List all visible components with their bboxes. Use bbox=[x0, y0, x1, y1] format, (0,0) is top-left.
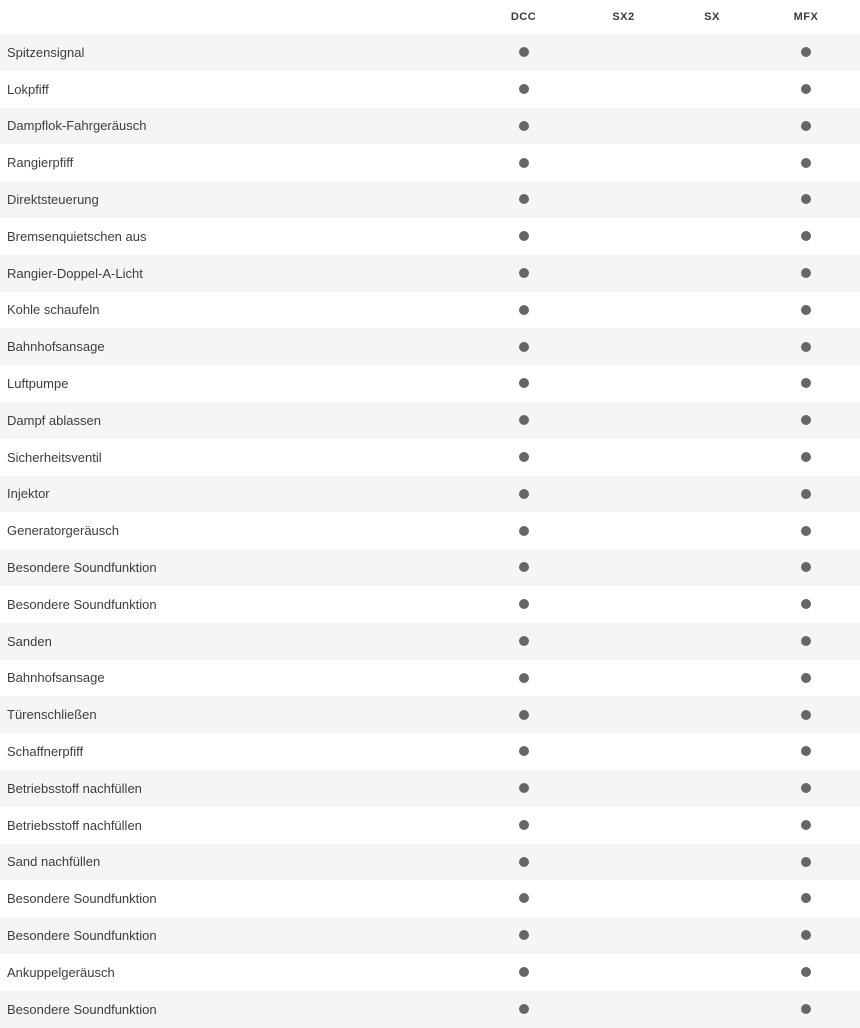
function-label: Dampf ablassen bbox=[0, 402, 472, 439]
cell-sx bbox=[672, 108, 752, 145]
cell-dcc bbox=[472, 144, 575, 181]
cell-sx2 bbox=[575, 108, 672, 145]
cell-sx bbox=[672, 255, 752, 292]
cell-dcc bbox=[472, 108, 575, 145]
cell-dcc bbox=[472, 512, 575, 549]
supported-dot-icon bbox=[519, 930, 529, 940]
function-label: Luftpumpe bbox=[0, 365, 472, 402]
table-row bbox=[0, 476, 860, 513]
cell-sx2 bbox=[575, 586, 672, 623]
cell-sx bbox=[672, 844, 752, 881]
cell-mfx bbox=[752, 733, 860, 770]
supported-dot-icon bbox=[519, 636, 529, 646]
table-row bbox=[0, 144, 860, 181]
cell-mfx bbox=[752, 218, 860, 255]
cell-mfx bbox=[752, 586, 860, 623]
cell-dcc bbox=[472, 844, 575, 881]
cell-mfx bbox=[752, 144, 860, 181]
supported-dot-icon bbox=[519, 967, 529, 977]
header-dcc: DCC bbox=[510, 11, 537, 23]
cell-dcc bbox=[472, 255, 575, 292]
cell-dcc bbox=[472, 696, 575, 733]
cell-sx bbox=[672, 476, 752, 513]
supported-dot-icon bbox=[519, 857, 529, 867]
supported-dot-icon bbox=[519, 47, 529, 57]
cell-sx bbox=[672, 696, 752, 733]
cell-sx bbox=[672, 402, 752, 439]
cell-mfx bbox=[752, 917, 860, 954]
supported-dot-icon bbox=[801, 121, 811, 131]
supported-dot-icon bbox=[801, 47, 811, 57]
cell-sx bbox=[672, 439, 752, 476]
cell-dcc bbox=[472, 218, 575, 255]
function-label: Betriebsstoff nachfüllen bbox=[0, 770, 472, 807]
cell-mfx bbox=[752, 844, 860, 881]
supported-dot-icon bbox=[519, 121, 529, 131]
supported-dot-icon bbox=[801, 893, 811, 903]
table-row bbox=[0, 71, 860, 108]
supported-dot-icon bbox=[801, 158, 811, 168]
cell-sx2 bbox=[575, 402, 672, 439]
cell-dcc bbox=[472, 623, 575, 660]
supported-dot-icon bbox=[519, 158, 529, 168]
cell-sx bbox=[672, 549, 752, 586]
cell-sx bbox=[672, 292, 752, 329]
cell-dcc bbox=[472, 660, 575, 697]
supported-dot-icon bbox=[519, 378, 529, 388]
supported-dot-icon bbox=[519, 673, 529, 683]
supported-dot-icon bbox=[519, 599, 529, 609]
function-label: Generatorgeräusch bbox=[0, 512, 472, 549]
cell-mfx bbox=[752, 255, 860, 292]
cell-dcc bbox=[472, 476, 575, 513]
header-feature bbox=[0, 0, 472, 34]
cell-sx bbox=[672, 733, 752, 770]
table-row bbox=[0, 623, 860, 660]
cell-dcc bbox=[472, 586, 575, 623]
supported-dot-icon bbox=[801, 378, 811, 388]
cell-sx bbox=[672, 623, 752, 660]
function-label: Bahnhofsansage bbox=[0, 660, 472, 697]
cell-sx2 bbox=[575, 512, 672, 549]
cell-sx2 bbox=[575, 954, 672, 991]
cell-sx2 bbox=[575, 292, 672, 329]
cell-sx2 bbox=[575, 365, 672, 402]
cell-sx2 bbox=[575, 71, 672, 108]
function-label: Bahnhofsansage bbox=[0, 328, 472, 365]
function-label: Dampflok-Fahrgeräusch bbox=[0, 108, 472, 145]
cell-mfx bbox=[752, 770, 860, 807]
cell-sx bbox=[672, 71, 752, 108]
cell-sx bbox=[672, 181, 752, 218]
cell-sx2 bbox=[575, 696, 672, 733]
supported-dot-icon bbox=[519, 562, 529, 572]
cell-mfx bbox=[752, 991, 860, 1028]
function-label: Spitzensignal bbox=[0, 34, 472, 71]
table-row bbox=[0, 807, 860, 844]
supported-dot-icon bbox=[519, 231, 529, 241]
supported-dot-icon bbox=[519, 84, 529, 94]
table-row bbox=[0, 439, 860, 476]
table-row bbox=[0, 660, 860, 697]
cell-mfx bbox=[752, 71, 860, 108]
cell-sx2 bbox=[575, 144, 672, 181]
cell-mfx bbox=[752, 696, 860, 733]
table-row bbox=[0, 917, 860, 954]
function-label: Besondere Soundfunktion bbox=[0, 991, 472, 1028]
table-row bbox=[0, 402, 860, 439]
supported-dot-icon bbox=[519, 893, 529, 903]
cell-mfx bbox=[752, 34, 860, 71]
function-label: Ankuppelgeräusch bbox=[0, 954, 472, 991]
table-row bbox=[0, 954, 860, 991]
table-row bbox=[0, 770, 860, 807]
cell-mfx bbox=[752, 807, 860, 844]
function-label: Direktsteuerung bbox=[0, 181, 472, 218]
table-header-row bbox=[0, 0, 860, 34]
cell-mfx bbox=[752, 512, 860, 549]
cell-sx bbox=[672, 807, 752, 844]
cell-sx2 bbox=[575, 328, 672, 365]
cell-sx2 bbox=[575, 549, 672, 586]
cell-dcc bbox=[472, 34, 575, 71]
cell-sx bbox=[672, 218, 752, 255]
cell-sx2 bbox=[575, 218, 672, 255]
cell-sx2 bbox=[575, 807, 672, 844]
table-row bbox=[0, 292, 860, 329]
cell-dcc bbox=[472, 439, 575, 476]
supported-dot-icon bbox=[519, 194, 529, 204]
supported-dot-icon bbox=[801, 857, 811, 867]
function-label: Injektor bbox=[0, 476, 472, 513]
cell-mfx bbox=[752, 365, 860, 402]
cell-sx2 bbox=[575, 733, 672, 770]
cell-sx2 bbox=[575, 770, 672, 807]
cell-sx2 bbox=[575, 623, 672, 660]
cell-dcc bbox=[472, 880, 575, 917]
cell-sx2 bbox=[575, 439, 672, 476]
supported-dot-icon bbox=[519, 746, 529, 756]
supported-dot-icon bbox=[801, 231, 811, 241]
table-row bbox=[0, 512, 860, 549]
function-label: Betriebsstoff nachfüllen bbox=[0, 807, 472, 844]
cell-sx2 bbox=[575, 880, 672, 917]
supported-dot-icon bbox=[801, 967, 811, 977]
supported-dot-icon bbox=[801, 820, 811, 830]
supported-dot-icon bbox=[519, 268, 529, 278]
supported-dot-icon bbox=[801, 783, 811, 793]
supported-dot-icon bbox=[801, 636, 811, 646]
table-row bbox=[0, 181, 860, 218]
function-label: Schaffnerpfiff bbox=[0, 733, 472, 770]
cell-sx2 bbox=[575, 991, 672, 1028]
cell-mfx bbox=[752, 181, 860, 218]
supported-dot-icon bbox=[801, 746, 811, 756]
supported-dot-icon bbox=[519, 820, 529, 830]
cell-sx bbox=[672, 991, 752, 1028]
cell-mfx bbox=[752, 328, 860, 365]
supported-dot-icon bbox=[801, 710, 811, 720]
supported-dot-icon bbox=[801, 562, 811, 572]
cell-dcc bbox=[472, 365, 575, 402]
cell-dcc bbox=[472, 954, 575, 991]
cell-dcc bbox=[472, 328, 575, 365]
table-row bbox=[0, 844, 860, 881]
supported-dot-icon bbox=[519, 305, 529, 315]
cell-dcc bbox=[472, 917, 575, 954]
function-label: Türenschließen bbox=[0, 696, 472, 733]
cell-sx2 bbox=[575, 34, 672, 71]
function-label: Kohle schaufeln bbox=[0, 292, 472, 329]
function-label: Rangier-Doppel-A-Licht bbox=[0, 255, 472, 292]
cell-mfx bbox=[752, 292, 860, 329]
table-row bbox=[0, 991, 860, 1028]
table-row bbox=[0, 328, 860, 365]
cell-dcc bbox=[472, 549, 575, 586]
supported-dot-icon bbox=[519, 710, 529, 720]
supported-dot-icon bbox=[519, 489, 529, 499]
cell-sx bbox=[672, 770, 752, 807]
cell-mfx bbox=[752, 660, 860, 697]
table-row bbox=[0, 255, 860, 292]
cell-sx bbox=[672, 365, 752, 402]
cell-mfx bbox=[752, 549, 860, 586]
supported-dot-icon bbox=[801, 305, 811, 315]
supported-dot-icon bbox=[801, 599, 811, 609]
supported-dot-icon bbox=[801, 342, 811, 352]
function-label: Bremsenquietschen aus bbox=[0, 218, 472, 255]
header-sx2: SX2 bbox=[612, 11, 635, 23]
cell-dcc bbox=[472, 71, 575, 108]
cell-sx bbox=[672, 328, 752, 365]
cell-dcc bbox=[472, 807, 575, 844]
header-sx: SX bbox=[704, 11, 720, 23]
function-label: Besondere Soundfunktion bbox=[0, 549, 472, 586]
supported-dot-icon bbox=[519, 452, 529, 462]
supported-dot-icon bbox=[801, 194, 811, 204]
table-row bbox=[0, 733, 860, 770]
cell-sx bbox=[672, 954, 752, 991]
table-body bbox=[0, 34, 860, 1028]
cell-dcc bbox=[472, 181, 575, 218]
supported-dot-icon bbox=[801, 415, 811, 425]
cell-dcc bbox=[472, 292, 575, 329]
function-label: Rangierpfiff bbox=[0, 144, 472, 181]
function-label: Sanden bbox=[0, 623, 472, 660]
function-label: Sand nachfüllen bbox=[0, 844, 472, 881]
cell-mfx bbox=[752, 439, 860, 476]
cell-dcc bbox=[472, 770, 575, 807]
cell-sx2 bbox=[575, 181, 672, 218]
cell-mfx bbox=[752, 402, 860, 439]
supported-dot-icon bbox=[801, 1004, 811, 1014]
cell-mfx bbox=[752, 880, 860, 917]
table-row bbox=[0, 696, 860, 733]
function-label: Sicherheitsventil bbox=[0, 439, 472, 476]
function-label: Besondere Soundfunktion bbox=[0, 586, 472, 623]
supported-dot-icon bbox=[519, 1004, 529, 1014]
function-label: Besondere Soundfunktion bbox=[0, 917, 472, 954]
table-row bbox=[0, 586, 860, 623]
cell-dcc bbox=[472, 991, 575, 1028]
header-mfx: MFX bbox=[793, 11, 819, 23]
cell-sx bbox=[672, 880, 752, 917]
cell-sx2 bbox=[575, 476, 672, 513]
table-row bbox=[0, 549, 860, 586]
supported-dot-icon bbox=[801, 489, 811, 499]
supported-dot-icon bbox=[801, 452, 811, 462]
cell-sx bbox=[672, 144, 752, 181]
supported-dot-icon bbox=[801, 268, 811, 278]
cell-sx2 bbox=[575, 844, 672, 881]
cell-mfx bbox=[752, 108, 860, 145]
cell-sx bbox=[672, 586, 752, 623]
table-row bbox=[0, 218, 860, 255]
supported-dot-icon bbox=[519, 415, 529, 425]
cell-sx bbox=[672, 917, 752, 954]
supported-dot-icon bbox=[801, 673, 811, 683]
cell-dcc bbox=[472, 733, 575, 770]
table-row bbox=[0, 34, 860, 71]
cell-mfx bbox=[752, 623, 860, 660]
supported-dot-icon bbox=[801, 84, 811, 94]
supported-dot-icon bbox=[801, 526, 811, 536]
function-label: Besondere Soundfunktion bbox=[0, 880, 472, 917]
cell-sx2 bbox=[575, 255, 672, 292]
cell-sx2 bbox=[575, 660, 672, 697]
table-row bbox=[0, 108, 860, 145]
cell-mfx bbox=[752, 476, 860, 513]
function-label: Lokpfiff bbox=[0, 71, 472, 108]
cell-sx2 bbox=[575, 917, 672, 954]
supported-dot-icon bbox=[801, 930, 811, 940]
supported-dot-icon bbox=[519, 342, 529, 352]
cell-mfx bbox=[752, 954, 860, 991]
table-row bbox=[0, 365, 860, 402]
cell-sx bbox=[672, 34, 752, 71]
cell-dcc bbox=[472, 402, 575, 439]
cell-sx bbox=[672, 512, 752, 549]
supported-dot-icon bbox=[519, 783, 529, 793]
cell-sx bbox=[672, 660, 752, 697]
table-row bbox=[0, 880, 860, 917]
supported-dot-icon bbox=[519, 526, 529, 536]
